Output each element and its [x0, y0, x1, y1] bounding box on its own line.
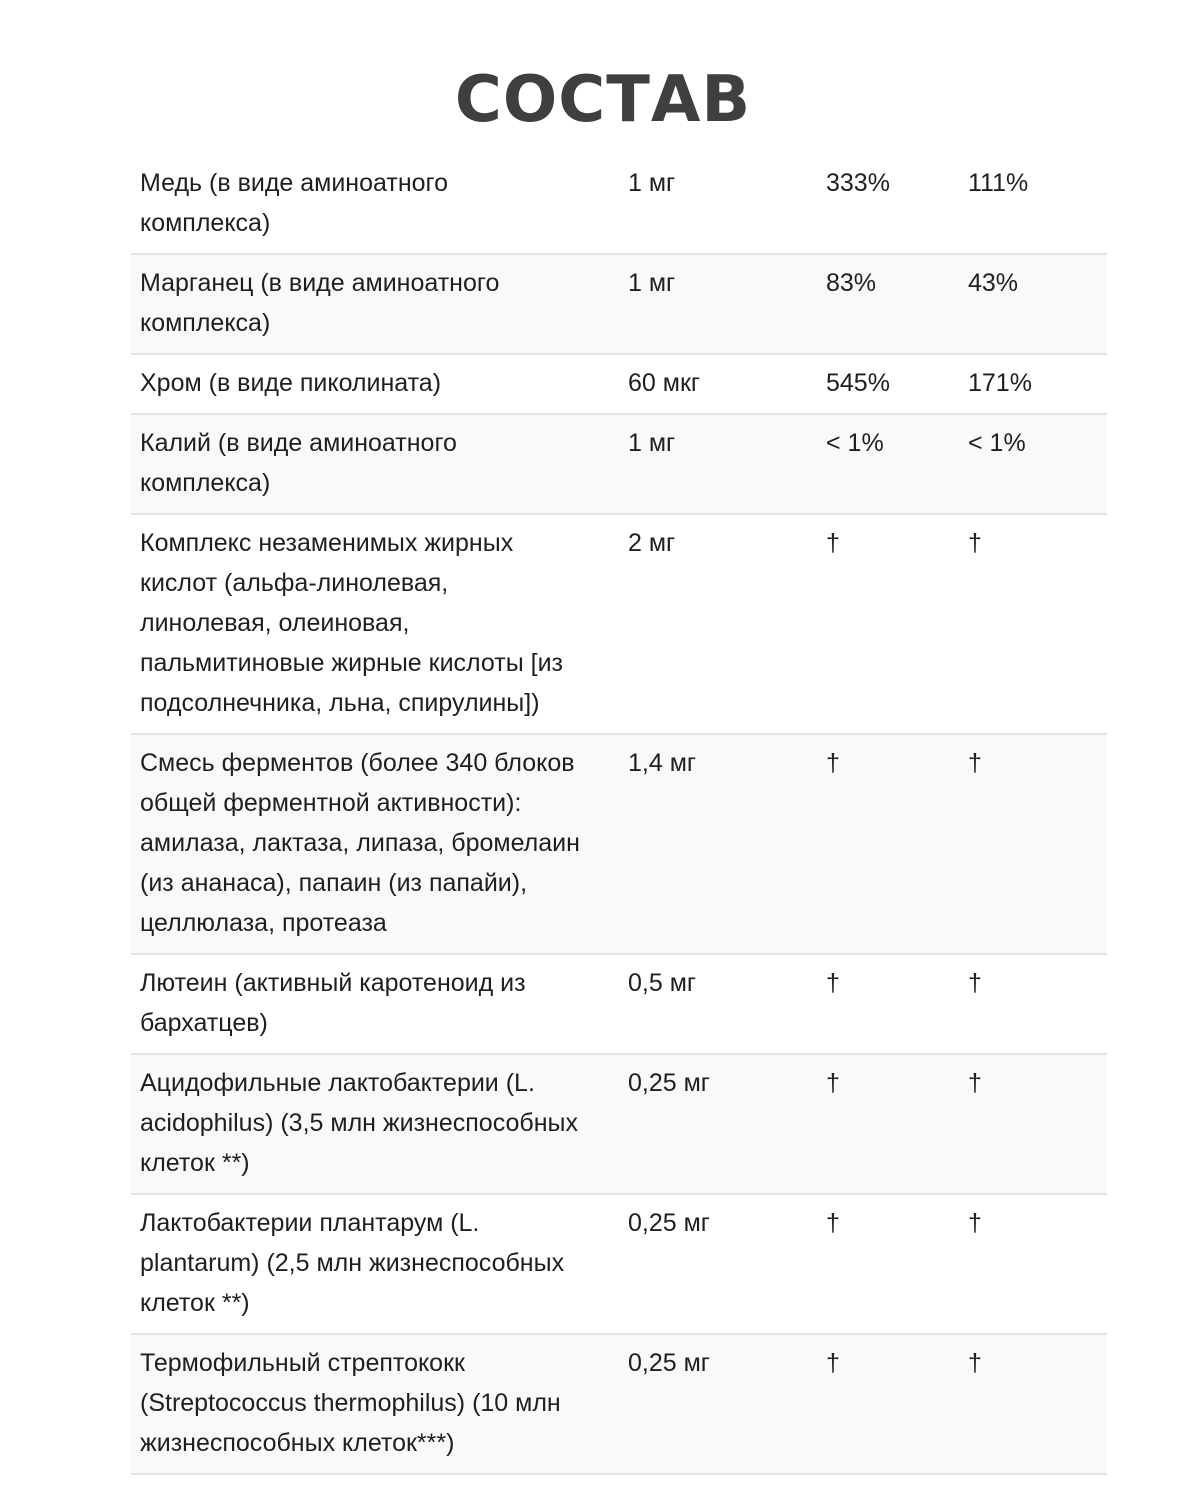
secondary-percent: 171%	[968, 369, 1032, 397]
ingredient-name: Марганец (в виде аминоатного комплекса)	[140, 269, 500, 337]
daily-value-percent: 333%	[826, 169, 890, 197]
secondary-percent: †	[968, 1349, 982, 1377]
ingredient-amount: 0,25 мг	[628, 1069, 710, 1097]
ingredient-name: Смесь ферментов (более 340 блоков общей ферментной активности): амилаза, лактаза, липаза, бромелаин (из ананаса), папаин (из папайи), целлюлаза, протеаза	[140, 749, 580, 937]
table-row	[131, 1195, 1107, 1335]
table-row	[131, 155, 1107, 255]
secondary-percent: †	[968, 749, 982, 777]
secondary-percent: †	[968, 1069, 982, 1097]
daily-value-percent: †	[826, 749, 840, 777]
ingredient-name: Ацидофильные лактобактерии (L. acidophilus) (3,5 млн жизнеспособных клеток **)	[140, 1069, 578, 1177]
daily-value-percent: †	[826, 1349, 840, 1377]
table-row	[131, 355, 1107, 415]
secondary-percent: 111%	[968, 169, 1029, 197]
table-row	[131, 1055, 1107, 1195]
secondary-percent: †	[968, 1209, 982, 1237]
table-row	[131, 415, 1107, 515]
ingredient-amount: 2 мг	[628, 529, 676, 557]
table-row	[131, 955, 1107, 1055]
secondary-percent: < 1%	[968, 429, 1026, 457]
secondary-percent: †	[968, 529, 982, 557]
composition-table	[131, 155, 1107, 1475]
ingredient-amount: 1 мг	[628, 269, 676, 297]
ingredient-name: Лактобактерии плантарум (L. plantarum) (2,5 млн жизнеспособных клеток **)	[140, 1209, 565, 1317]
secondary-percent: 43%	[968, 269, 1019, 297]
ingredient-amount: 0,25 мг	[628, 1349, 710, 1377]
table-row	[131, 735, 1107, 955]
ingredient-name: Калий (в виде аминоатного комплекса)	[140, 429, 457, 497]
secondary-percent: †	[968, 969, 982, 997]
daily-value-percent: 83%	[826, 269, 877, 297]
ingredient-name: Термофильный стрептококк (Streptococcus thermophilus) (10 млн жизнеспособных клеток***)	[140, 1349, 561, 1457]
ingredient-amount: 1 мг	[628, 169, 676, 197]
ingredient-amount: 0,5 мг	[628, 969, 697, 997]
table-row	[131, 515, 1107, 735]
ingredient-name: Комплекс незаменимых жирных кислот (альфа-линолевая, линолевая, олеиновая, пальмитиновые жирные кислоты [из подсолнечника, льна, спирулины])	[140, 529, 564, 717]
ingredient-amount: 1,4 мг	[628, 749, 697, 777]
ingredient-name: Хром (в виде пиколината)	[140, 369, 442, 397]
table-row	[131, 1335, 1107, 1475]
daily-value-percent: < 1%	[826, 429, 884, 457]
daily-value-percent: †	[826, 1069, 840, 1097]
daily-value-percent: †	[826, 529, 840, 557]
ingredient-amount: 60 мкг	[628, 369, 700, 397]
table-row	[131, 255, 1107, 355]
daily-value-percent: †	[826, 969, 840, 997]
daily-value-percent: 545%	[826, 369, 890, 397]
ingredient-amount: 0,25 мг	[628, 1209, 710, 1237]
daily-value-percent: †	[826, 1209, 840, 1237]
ingredient-amount: 1 мг	[628, 429, 676, 457]
ingredient-name: Медь (в виде аминоатного комплекса)	[140, 169, 449, 237]
ingredient-name: Лютеин (активный каротеноид из бархатцев)	[140, 969, 526, 1037]
page-title: СОСТАВ	[454, 63, 752, 137]
